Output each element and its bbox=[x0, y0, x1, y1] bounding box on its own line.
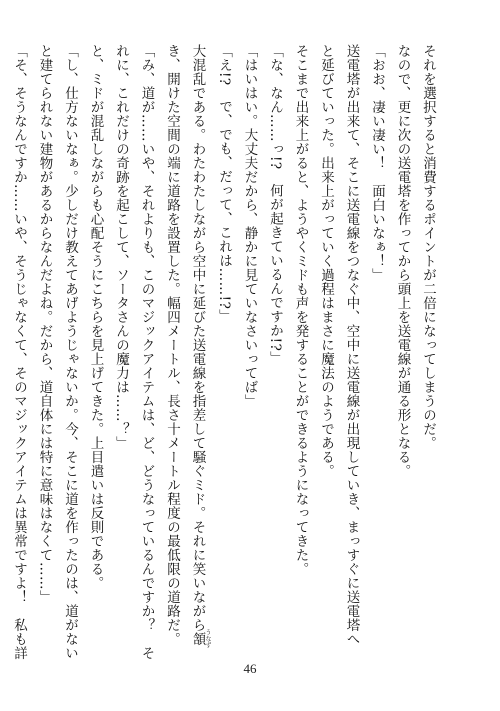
text-line: 「はいはい。大丈夫だから、静かに見ていなさいってば」 bbox=[241, 44, 258, 408]
text-line: そこまで出来上がると、ようやくミドも声を発することができるようになってきた。 bbox=[292, 44, 309, 576]
ruby-annotation: 頷うなず bbox=[189, 629, 211, 649]
text-line: 「おお、凄い凄い！ 面白いなぁ！」 bbox=[369, 44, 385, 282]
text-line: 大混乱である。わたわたしながら空中に延びた送電線を指差して騒ぐミド。それに笑いながら頷うなず bbox=[189, 44, 211, 649]
text-line: 「な、なん……っ!? 何が起きているんですか!?」 bbox=[267, 44, 283, 366]
text-line: と延びていった。出来上がっていく過程はまさに魔法のようである。 bbox=[318, 44, 334, 478]
text-line: 「え!? で、でも、だって、これは……!?」 bbox=[216, 44, 232, 324]
text-line: それを選択すると消費するポイントが二倍になってしまうのだ。 bbox=[420, 44, 436, 450]
text-line: と建てられない建物があるからなんだよね。だから、道自体には特に意味はなくて……」 bbox=[36, 44, 53, 604]
text-line: なので、更に次の送電塔を作ってから頭上を送電線が通る形となる。 bbox=[394, 44, 411, 478]
page-number: 46 bbox=[243, 661, 257, 676]
text-line: 「し、仕方ないなぁ。少しだけ教えてあげようじゃないか。今、そこに道を作ったのは、道がない bbox=[62, 44, 78, 660]
text-line: と、ミドが混乱しながらも心配そうにこちらを見上げてきた。上目遣いは反則である。 bbox=[87, 44, 104, 590]
text-line: れに、これだけの奇跡を起こして、ソータさんの魔力は……？」 bbox=[113, 44, 129, 450]
text-line: き、開けた空間の端に道路を設置した。幅四メートル、長さ十メートル程度の最低限の道路だ。 bbox=[164, 44, 180, 646]
body-text bbox=[11, 44, 440, 660]
text-line: 「み、道が……いや、それよりも、このマジックアイテムは、ど、どうなっているんですか？ そ bbox=[138, 44, 155, 660]
text-line: 「そ、そうなんですか……いや、そうじゃなくて、そのマジックアイテムは異常ですよ！ 私も詳 bbox=[11, 44, 27, 660]
text-line: 送電塔が出来て、そこに送電線をつなぐ中、空中に送電線が出現していき、まっすぐに送電塔へ bbox=[343, 44, 360, 646]
